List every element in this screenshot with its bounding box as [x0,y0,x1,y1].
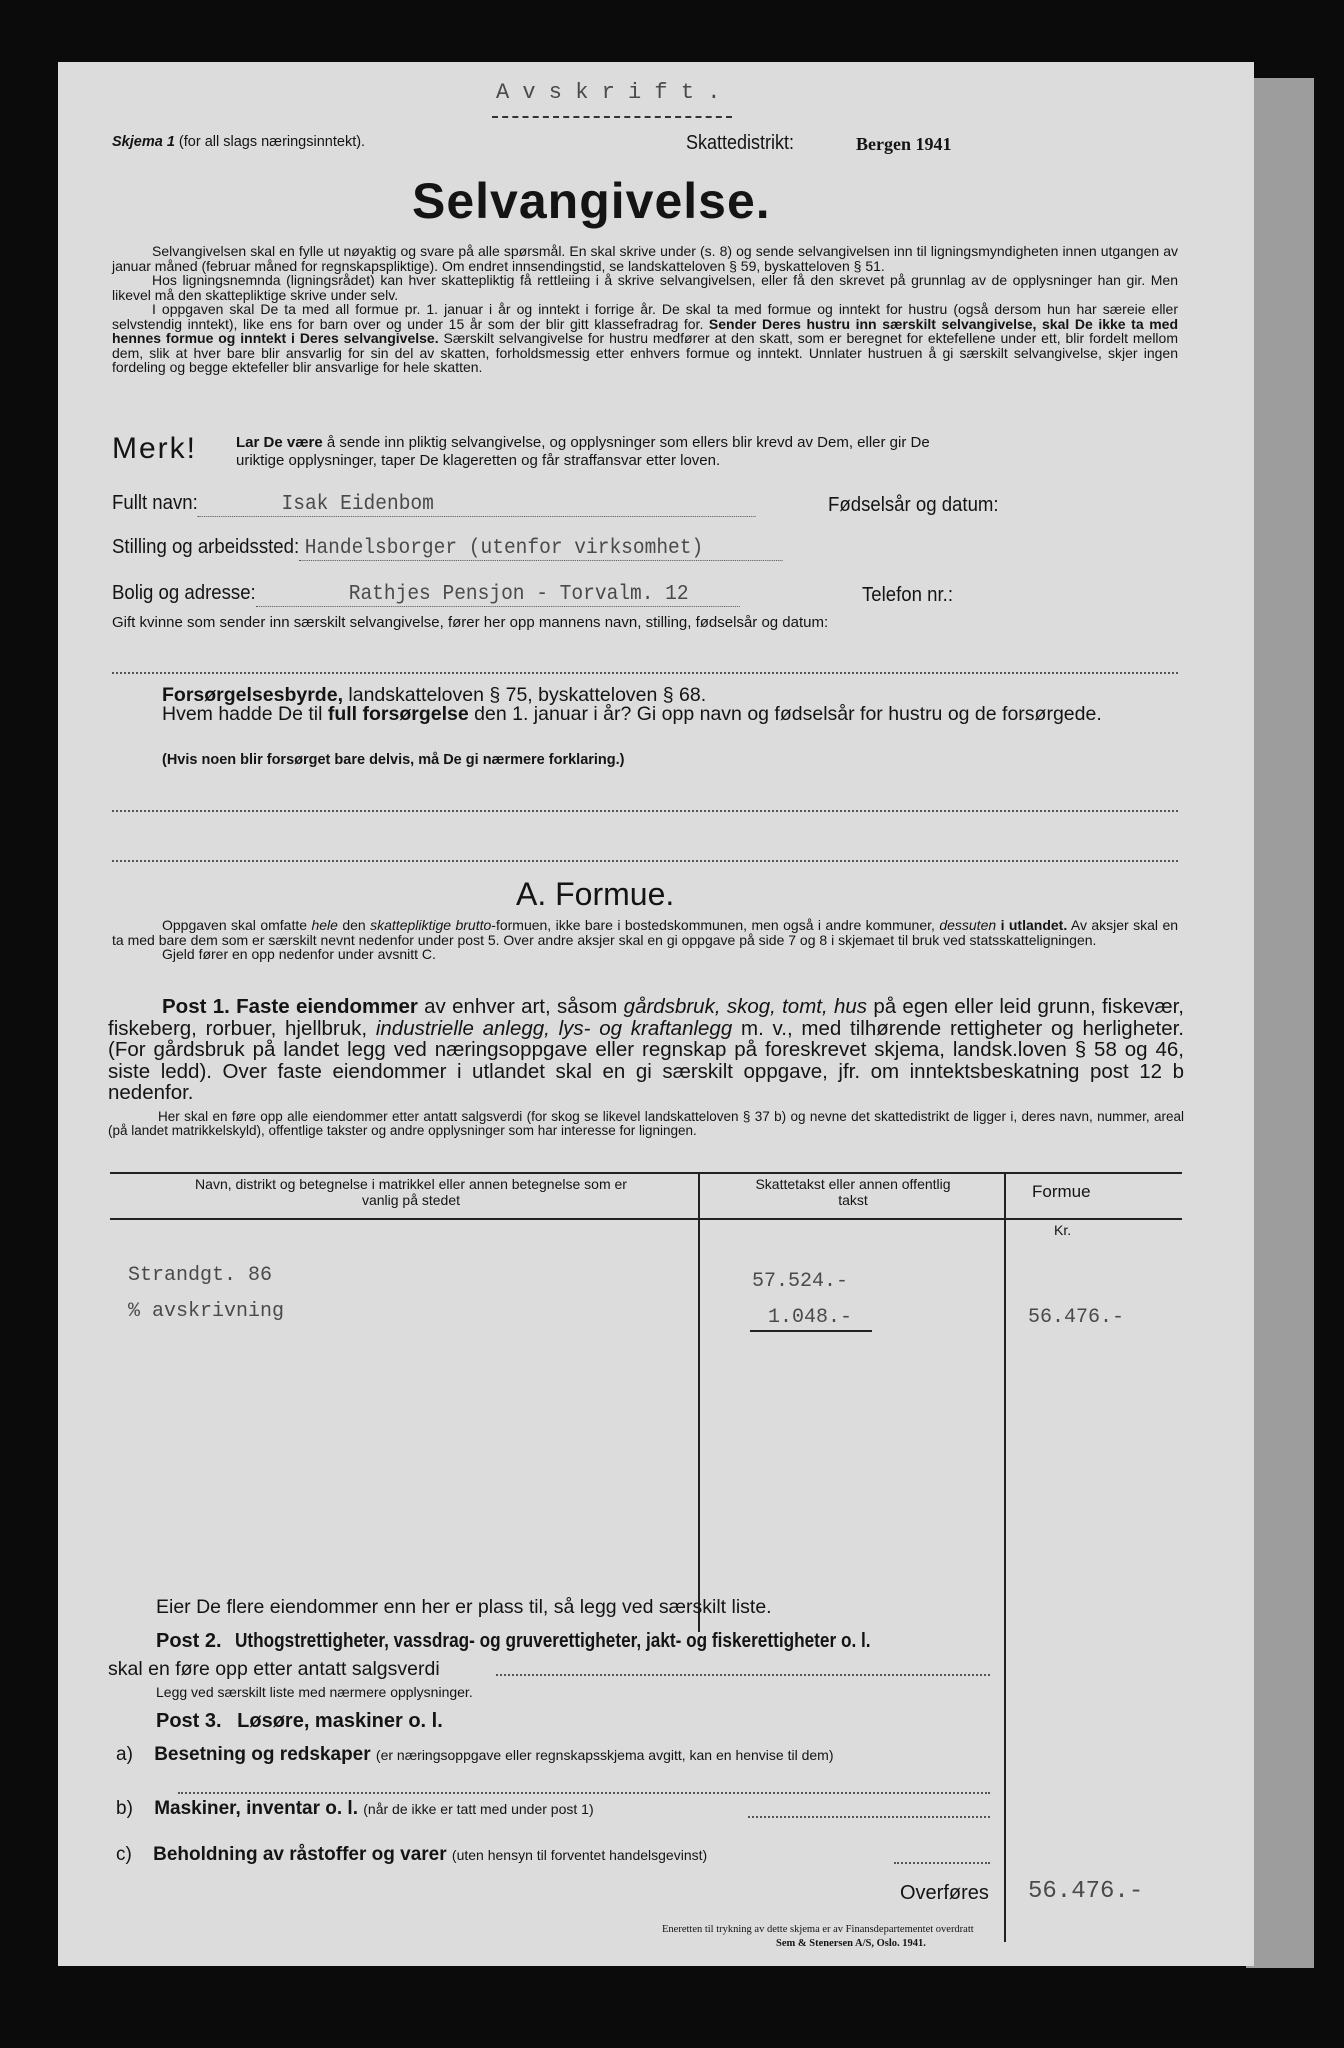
merk-line2: uriktige opplysninger, taper De klageretten og får straffansvar etter loven. [236,452,721,469]
formue-intro-f: Gjeld fører en opp nedenfor under avsnitt C. [162,946,436,962]
overfores-value: 56.476.- [1028,1878,1144,1905]
post3-item-a-letter: a) [116,1744,133,1765]
formue-intro-a: Oppgaven skal omfatte [162,917,308,933]
merk-bold: Lar De være [236,434,323,451]
forsorg-fill-line-2[interactable] [112,860,1178,862]
address-row [112,582,739,607]
post3-item-b-letter: b) [116,1798,133,1819]
post3-item-a-note: (er næringsoppgave eller regnskapsskjema avgitt, kan en henvise til dem) [375,1747,834,1763]
forsorg-q-b: full forsørgelse [327,703,469,725]
formue-intro [112,918,1178,962]
formue-intro-dessuten: dessuten [939,917,997,933]
footer-line2: Sem & Stenersen A/S, Oslo. 1941. [776,1938,926,1949]
formue-intro-hele: hele [311,917,338,933]
post3-item-c-fill[interactable] [894,1862,990,1864]
formue-heading: A. Formue. [516,876,675,912]
post3-item-c [116,1844,707,1866]
table-top-rule [110,1172,1182,1174]
forsorg-question [108,704,1184,726]
post1-t2: gårdsbruk, skog, tomt, hus [623,995,868,1018]
post3-title: Løsøre, maskiner o. l. [237,1710,443,1732]
forsorg-heading: Forsørgelsesbyrde, [162,684,343,706]
intro-p1: Selvangivelsen skal en fylle ut nøyaktig og svare på alle spørsmål. En skal skrive under (s. 8) og sende selvangivelsen inn til ligningsmyndigheten innen utgangen av januar måned (februar måned for regnskapspliktige). Om endret innsendingstid, se landskatteloven § 59, byskatteloven § 51. [112,243,1178,274]
skattedistrikt-label: Skattedistrikt: [686,132,795,154]
post3-item-b-title: Maskiner, inventar o. l. [154,1798,358,1819]
job-row [112,536,783,561]
name-field[interactable] [198,492,756,517]
merk-text1: å sende inn pliktig selvangivelse, og opplysninger som ellers blir krevd av Dem, eller gir De [326,434,930,451]
married-note: Gift kvinne som sender inn særskilt selvangivelse, fører her opp mannens navn, stilling, fødselsår og datum: [112,614,829,631]
address-value: Rathjes Pensjon - Torvalm. 12 [348,583,689,606]
post1-title: Faste eiendommer [236,995,418,1018]
formue-intro-e: Av aksjer skal en ta med bare dem som er særskilt nevnt nedenfor under post 5. Over andre aksjer skal en gi oppgave på side 7 og 8 i skjemaet til bruk ved statsskatteligningen. [112,917,1179,948]
post3-item-b [116,1798,594,1820]
intro-text [112,244,1178,375]
post3-item-b-fill[interactable] [748,1816,990,1818]
birth-label: Fødselsår og datum: [828,494,999,516]
post1-small-text: Her skal en føre opp alle eiendommer etter antatt salgsverdi (for skog se likevel landskatteloven § 37 b) og nevne det skattedistrikt de ligger i, deres navn, nummer, areal (på landet matrikkelskyld), offentlige takster og andre opplysninger som har interesse for ligningen. [108,1109,1184,1138]
phone-label: Telefon nr.: [862,584,953,606]
table-row-1-takst: 57.524.- [752,1270,849,1293]
address-label: Bolig og adresse: [112,582,256,604]
forsorg-fill-line-1[interactable] [112,810,1178,812]
table-row-2-name: % avskrivning [128,1300,285,1323]
takst-underline [750,1330,872,1332]
post3-item-a-title: Besetning og redskaper [154,1744,371,1765]
forsorg-note: (Hvis noen blir forsørget bare delvis, må De gi nærmere forklaring.) [162,752,625,768]
married-fill-line[interactable] [112,672,1178,674]
skjema-note: (for all slags næringsinntekt). [178,134,366,150]
post3-heading [156,1710,443,1733]
name-label: Fullt navn: [112,492,198,514]
form-title: Selvangivelse. [412,173,771,229]
post3-item-a-fill[interactable] [178,1792,990,1794]
merk-label: Merk! [112,432,197,465]
table-header-rule [110,1218,1182,1220]
table-currency: Kr. [1054,1222,1072,1238]
formue-intro-d: i utlandet. [1000,917,1068,933]
avskrift-underline [492,116,732,118]
post2-line2 [108,1658,440,1681]
forsorg-q-a: Hvem hadde De til [162,703,323,725]
post3-item-a [116,1744,834,1766]
post3-label: Post 3. [156,1710,222,1732]
table-col1-header: Navn, distrikt og betegnelse i matrikkel eller annen betegnelse som er vanlig på stedet [195,1176,627,1208]
table-row-2-formue: 56.476.- [1028,1306,1125,1329]
form-page [58,62,1254,1966]
table-col-divider-1 [698,1172,700,1632]
table-col2-header: Skattetakst eller annen offentlig takst [755,1176,951,1208]
post3-item-b-note: (når de ikke er tatt med under post 1) [363,1801,594,1817]
post2-title: Uthogstrettigheter, vassdrag- og gruverettigheter, jakt- og fiskerettigheter o. l. [235,1630,871,1652]
address-field[interactable] [256,582,740,607]
intro-p3b: Sender Deres hustru inn særskilt selvangivelse, skal De ikke ta med hennes formue og inntekt i Deres selvangivelse. [112,315,1178,346]
post2-label: Post 2. [156,1630,222,1652]
post2-fill-line[interactable] [496,1674,990,1676]
overfores-label: Overføres [900,1882,989,1904]
post1-text [108,996,1184,1104]
forsorg-heading-rest: landskatteloven § 75, byskatteloven § 68. [348,684,707,706]
avskrift-heading: A v s k r i f t . [496,80,721,105]
skjema-label: Skjema 1 [112,134,175,150]
job-label: Stilling og arbeidssted: [112,536,300,558]
intro-p2: Hos ligningsnemnda (ligningsrådet) kan hver skattepliktig få rettleiing i å skrive selvangivelsen, eller få den skrevet på grunnlag av de opplysninger han gir. Men likevel må den skattepliktige skrive under selv. [112,272,1178,303]
intro-p3 [112,302,1178,375]
formue-intro-c: -formuen, ikke bare i bostedskommunen, men også i andre kommuner, [491,917,935,933]
post2-line2-text: skal en føre opp etter antatt salgsverdi [108,1658,440,1680]
merk-line1 [236,434,930,451]
intro-p3c: Særskilt selvangivelse for hustru medfører at den skatt, som er beregnet for ektefellene under ett, blir fordelt mellom dem, slik at hver bare blir ansvarlig for sin del av skatten, forholdsmessig etter enhvers formue og inntekt. Unnlater hustruen å gi særskilt selvangivelse, skjer ingen fordeling og begge ektefeller blir ansvarlige for hele skatten. [112,330,1178,375]
back-sheet [1246,78,1314,1968]
intro-p3a: I oppgaven skal De ta med all formue pr. 1. januar i år og inntekt i forrige år. De skal ta med formue og inntekt for hustru (også dersom hun har særeie eller selvstendig inntekt), like ens for barn over og under 15 år som der blir gitt klassefradrag for. [112,301,1178,332]
post1-t1: av enhver art, såsom [424,995,618,1018]
forsorg-q-c: den 1. januar i år? Gi opp navn og fødselsår for hustru og de forsørgede. [474,703,1102,725]
name-value: Isak Eidenbom [281,493,434,516]
skattedistrikt-value: Bergen 1941 [856,134,952,154]
job-field[interactable] [299,536,783,561]
formue-intro-b: den [342,917,366,933]
skjema-line [112,134,365,150]
post1-t3: på egen eller leid grunn, fiskevær, fiskeberg, rorbuer, hjellbruk, [108,995,1184,1040]
table-col3-header: Formue [1032,1182,1091,1201]
post1-t5: m. v., med tilhørende rettigheter og herligheter. (For gårdsbruk på landet legg ved næringsoppgave eller regnskap på foreskrevet skjema, landsk.loven § 58 og 46, siste ledd). Over faste eiendommer i utlandet skal en gi særskilt oppgave, jfr. om inntektsbeskatning post 12 b nedenfor. [108,1016,1184,1104]
post2-line1 [156,1630,974,1653]
table-col-divider-2 [1004,1172,1006,1942]
name-row [112,492,756,517]
table-row-1-name: Strandgt. 86 [128,1264,273,1287]
post1-t4: industrielle anlegg, lys- og kraftanlegg [375,1016,733,1040]
post3-item-c-note: (uten hensyn til forventet handelsgevinst) [451,1847,708,1863]
footer-line1: Eneretten til trykning av dette skjema er av Finansdepartementet overdratt [662,1924,974,1935]
more-properties-note: Eier De flere eiendommer enn her er plass til, så legg ved særskilt liste. [156,1596,772,1618]
table-row-2-takst: 1.048.- [768,1306,853,1329]
post3-item-c-title: Beholdning av råstoffer og varer [153,1844,447,1865]
job-value: Handelsborger (utenfor virksomhet) [304,537,704,560]
post2-note: Legg ved særskilt liste med nærmere opplysninger. [156,1684,473,1700]
post1-label: Post 1. [162,995,230,1018]
formue-intro-skatt: skattepliktige brutto [370,917,492,933]
post3-item-c-letter: c) [116,1844,132,1865]
